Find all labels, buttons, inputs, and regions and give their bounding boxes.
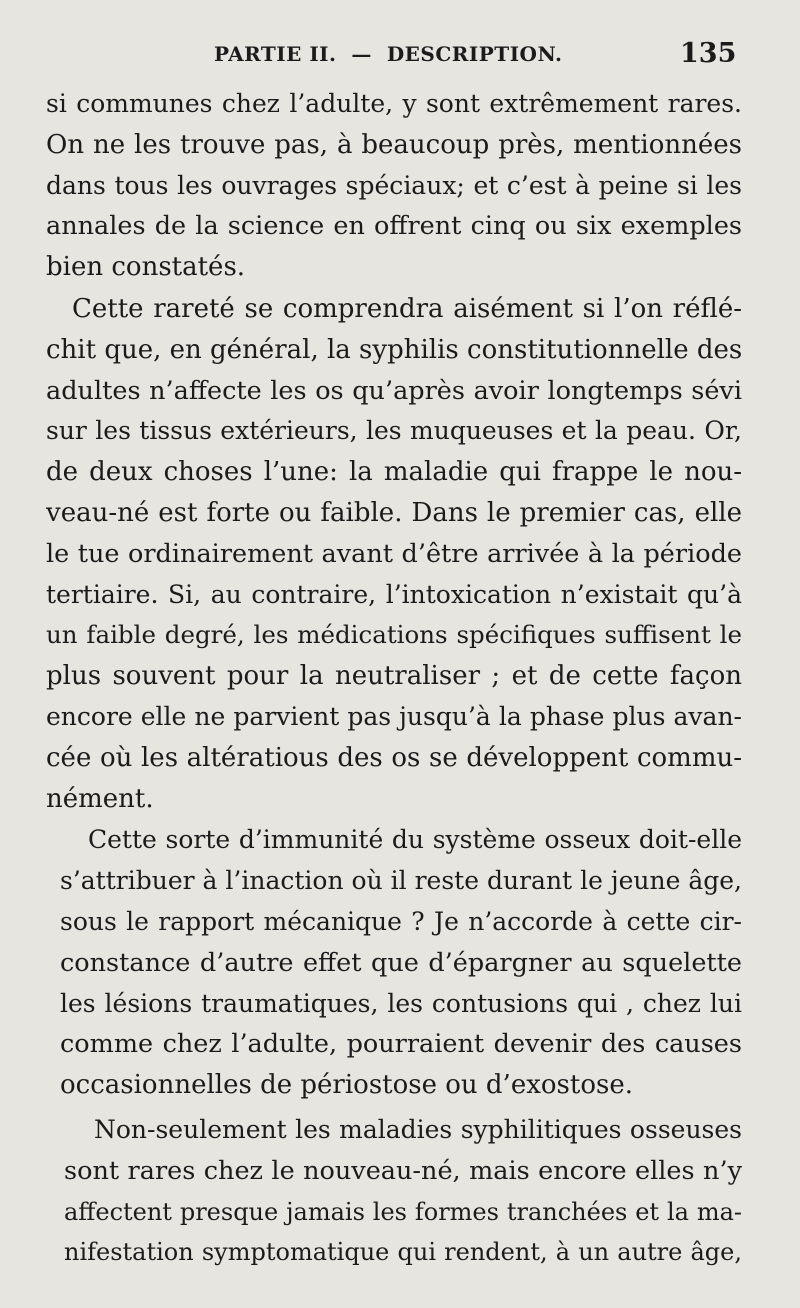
text-line: comme chez l’adulte, pourraient devenir des causes <box>60 1029 742 1060</box>
paragraph <box>46 289 742 819</box>
text-line: adultes n’affecte les os qu’après avoir longtemps sévi <box>46 375 742 406</box>
text-line: nifestation symptomatique qui rendent, à un autre âge, <box>64 1238 742 1267</box>
text-line: si communes chez l’adulte, y sont extrêmement rares. <box>46 89 742 118</box>
text-line: sur les tissus extérieurs, les muqueuses et la peau. Or, <box>46 416 742 446</box>
text-line: On ne les trouve pas, à beaucoup près, mentionnées <box>46 129 742 160</box>
text-line: un faible degré, les médications spécifiques suffisent le <box>46 620 742 650</box>
text-line: affectent presque jamais les formes tranchées et la ma- <box>64 1197 742 1226</box>
header-title: PARTIE II. — DESCRIPTION. <box>214 42 563 66</box>
text-line: de deux choses l’une: la maladie qui frappe le nou- <box>46 457 742 488</box>
text-line: sous le rapport mécanique ? Je n’accorde à cette cir- <box>60 906 742 936</box>
text-line: plus souvent pour la neutraliser ; et de cette façon <box>46 661 742 692</box>
text-line: bien constatés. <box>46 252 246 283</box>
text-line: les lésions traumatiques, les contusions qui , chez lui <box>60 988 742 1018</box>
paragraph <box>46 84 742 288</box>
text-line: Non-seulement les maladies syphilitiques osseuses <box>94 1114 742 1144</box>
text-line: chit que, en général, la syphilis constitutionnelle des <box>46 334 743 365</box>
text-line: Cette sorte d’immunité du système osseux doit-elle <box>88 825 742 855</box>
paragraph <box>46 1110 742 1273</box>
text-line: cée où les altératious des os se développent commu- <box>46 742 742 773</box>
text-line: constance d’autre effet que d’épargner au squelette <box>60 947 742 978</box>
text-line: le tue ordinairement avant d’être arrivée à la période <box>46 538 742 569</box>
text-line: dans tous les ouvrages spéciaux; et c’est à peine si les <box>46 170 742 200</box>
text-line: veau-né est forte ou faible. Dans le premier cas, elle <box>46 497 742 528</box>
text-line: occasionnelles de périostose ou d’exostose. <box>60 1070 633 1101</box>
text-line: sont rares chez le nouveau-né, mais encore elles n’y <box>64 1155 742 1186</box>
body-text <box>46 84 742 1273</box>
text-line: nément. <box>46 783 154 814</box>
page-number: 135 <box>680 38 737 69</box>
text-line: Cette rareté se comprendra aisément si l’on réflé- <box>72 293 742 324</box>
text-line: encore elle ne parvient pas jusqu’à la phase plus avan- <box>46 701 742 731</box>
text-line: s’attribuer à l’inaction où il reste durant le jeune âge, <box>60 866 742 896</box>
paragraph <box>46 820 742 1106</box>
text-line: tertiaire. Si, au contraire, l’intoxication n’existait qu’à <box>46 579 742 609</box>
running-header <box>0 38 800 74</box>
text-line: annales de la science en offrent cinq ou six exemples <box>46 211 742 242</box>
